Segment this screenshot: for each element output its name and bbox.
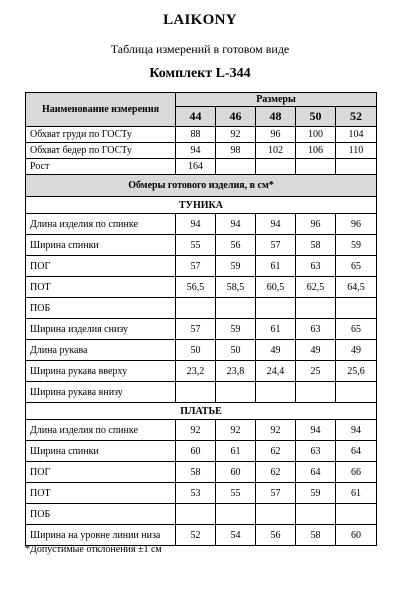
section-title-row: [26, 175, 377, 197]
measure-value: 54: [216, 525, 256, 546]
measure-value: 23,2: [176, 361, 216, 382]
measure-value: 50: [216, 340, 256, 361]
header-size: 44: [176, 107, 216, 127]
header-measure-name: Наименование измерения: [26, 93, 176, 127]
measure-label: ПОБ: [26, 298, 176, 319]
product-measure-row: [26, 525, 377, 546]
group-title-row: [26, 197, 377, 214]
measure-value: 62,5: [296, 277, 336, 298]
measure-value: [336, 298, 377, 319]
measure-value: [256, 159, 296, 175]
group-title-row-cell: ПЛАТЬЕ: [26, 403, 377, 420]
measure-value: [336, 382, 377, 403]
measure-value: [336, 159, 377, 175]
body-measure-row: [26, 127, 377, 143]
measure-value: 64: [296, 462, 336, 483]
measure-value: 56: [256, 525, 296, 546]
measure-value: 50: [176, 340, 216, 361]
measure-label: Ширина изделия снизу: [26, 319, 176, 340]
header-size: 48: [256, 107, 296, 127]
measure-value: 49: [336, 340, 377, 361]
measure-value: 106: [296, 143, 336, 159]
measure-value: 96: [296, 214, 336, 235]
measure-label: Ширина спинки: [26, 441, 176, 462]
measure-label: Обхват груди по ГОСТу: [26, 127, 176, 143]
set-title: Комплект L-344: [149, 66, 251, 81]
measure-value: 60: [336, 525, 377, 546]
measure-value: 63: [296, 441, 336, 462]
measure-label: ПОТ: [26, 277, 176, 298]
measure-value: 94: [336, 420, 377, 441]
product-measure-row: [26, 483, 377, 504]
measure-value: 94: [256, 214, 296, 235]
measure-value: 53: [176, 483, 216, 504]
measure-label: ПОТ: [26, 483, 176, 504]
measure-value: 88: [176, 127, 216, 143]
measure-value: 65: [336, 256, 377, 277]
measure-value: 59: [216, 319, 256, 340]
product-measure-row: [26, 361, 377, 382]
measure-value: 66: [336, 462, 377, 483]
measure-value: 96: [256, 127, 296, 143]
measurements-table: [25, 92, 377, 546]
measure-value: 61: [256, 319, 296, 340]
measure-label: Ширина спинки: [26, 235, 176, 256]
measure-value: 64,5: [336, 277, 377, 298]
product-measure-row: [26, 340, 377, 361]
measure-value: 110: [336, 143, 377, 159]
brand-title: LAIKONY: [163, 12, 237, 28]
measure-value: 61: [336, 483, 377, 504]
measure-value: [176, 298, 216, 319]
measure-value: 100: [296, 127, 336, 143]
measure-label: ПОГ: [26, 462, 176, 483]
measure-label: Рост: [26, 159, 176, 175]
measure-value: 63: [296, 256, 336, 277]
measure-value: 49: [296, 340, 336, 361]
measure-label: Обхват бедер по ГОСТу: [26, 143, 176, 159]
measure-value: [336, 504, 377, 525]
footnote: *Допустимые отклонения ±1 см: [25, 544, 162, 555]
measure-label: Длина изделия по спинке: [26, 214, 176, 235]
group-title-row: [26, 403, 377, 420]
measure-value: 96: [336, 214, 377, 235]
measure-value: [176, 382, 216, 403]
measure-value: 59: [296, 483, 336, 504]
measure-value: 62: [256, 462, 296, 483]
measure-value: 49: [256, 340, 296, 361]
measure-value: 65: [336, 319, 377, 340]
product-measure-row: [26, 235, 377, 256]
measure-label: ПОГ: [26, 256, 176, 277]
measure-value: 92: [216, 127, 256, 143]
measure-label: ПОБ: [26, 504, 176, 525]
measure-value: 25,6: [336, 361, 377, 382]
measure-label: Ширина на уровне линии низа: [26, 525, 176, 546]
measure-value: 24,4: [256, 361, 296, 382]
measure-value: [256, 382, 296, 403]
measure-value: 58: [296, 525, 336, 546]
header-row-sizes-label: [26, 93, 377, 107]
measure-value: 92: [216, 420, 256, 441]
group-title-row-cell: ТУНИКА: [26, 197, 377, 214]
body-measure-row: [26, 159, 377, 175]
measure-value: 62: [256, 441, 296, 462]
measure-value: [256, 298, 296, 319]
header-size: 50: [296, 107, 336, 127]
header-size: 46: [216, 107, 256, 127]
measure-value: 98: [216, 143, 256, 159]
measure-value: 58: [176, 462, 216, 483]
measure-value: 102: [256, 143, 296, 159]
product-measure-row: [26, 462, 377, 483]
header-size: 52: [336, 107, 377, 127]
measure-value: [256, 504, 296, 525]
measure-value: 164: [176, 159, 216, 175]
product-measure-row: [26, 214, 377, 235]
measure-value: 94: [296, 420, 336, 441]
measure-value: 59: [216, 256, 256, 277]
header-sizes-label: Размеры: [176, 93, 377, 107]
product-measure-row: [26, 420, 377, 441]
product-measure-row: [26, 319, 377, 340]
measure-value: 58: [296, 235, 336, 256]
section-title-row-cell: Обмеры готового изделия, в см*: [26, 175, 377, 197]
measure-value: 94: [216, 214, 256, 235]
measure-label: Длина рукава: [26, 340, 176, 361]
measure-value: 56: [216, 235, 256, 256]
measure-label: Ширина рукава внизу: [26, 382, 176, 403]
measure-value: 55: [176, 235, 216, 256]
measure-value: 60,5: [256, 277, 296, 298]
measure-value: 57: [176, 319, 216, 340]
measure-label: Длина изделия по спинке: [26, 420, 176, 441]
measure-value: 57: [176, 256, 216, 277]
product-measure-row: [26, 441, 377, 462]
measure-value: 23,8: [216, 361, 256, 382]
measure-value: [216, 159, 256, 175]
measure-value: 94: [176, 143, 216, 159]
measure-value: 104: [336, 127, 377, 143]
measure-value: [296, 382, 336, 403]
measure-value: 57: [256, 235, 296, 256]
measure-value: 58,5: [216, 277, 256, 298]
measurements-table-body: [26, 93, 377, 546]
measure-value: 52: [176, 525, 216, 546]
measure-value: 92: [176, 420, 216, 441]
measure-value: 55: [216, 483, 256, 504]
table-subtitle: Таблица измерений в готовом виде: [110, 42, 290, 56]
product-measure-row: [26, 256, 377, 277]
measure-value: 92: [256, 420, 296, 441]
measure-value: [296, 298, 336, 319]
measure-value: [176, 504, 216, 525]
product-measure-row: [26, 298, 377, 319]
measure-value: [216, 298, 256, 319]
measure-value: [296, 159, 336, 175]
measure-value: 94: [176, 214, 216, 235]
measure-value: 59: [336, 235, 377, 256]
measure-value: [296, 504, 336, 525]
product-measure-row: [26, 277, 377, 298]
measure-value: 61: [216, 441, 256, 462]
measure-label: Ширина рукава вверху: [26, 361, 176, 382]
measure-value: 25: [296, 361, 336, 382]
measure-value: 60: [176, 441, 216, 462]
measure-value: 56,5: [176, 277, 216, 298]
measure-value: 63: [296, 319, 336, 340]
measure-value: 64: [336, 441, 377, 462]
measure-value: 60: [216, 462, 256, 483]
product-measure-row: [26, 382, 377, 403]
measure-value: [216, 382, 256, 403]
measure-value: [216, 504, 256, 525]
product-measure-row: [26, 504, 377, 525]
body-measure-row: [26, 143, 377, 159]
measure-value: 57: [256, 483, 296, 504]
measure-value: 61: [256, 256, 296, 277]
